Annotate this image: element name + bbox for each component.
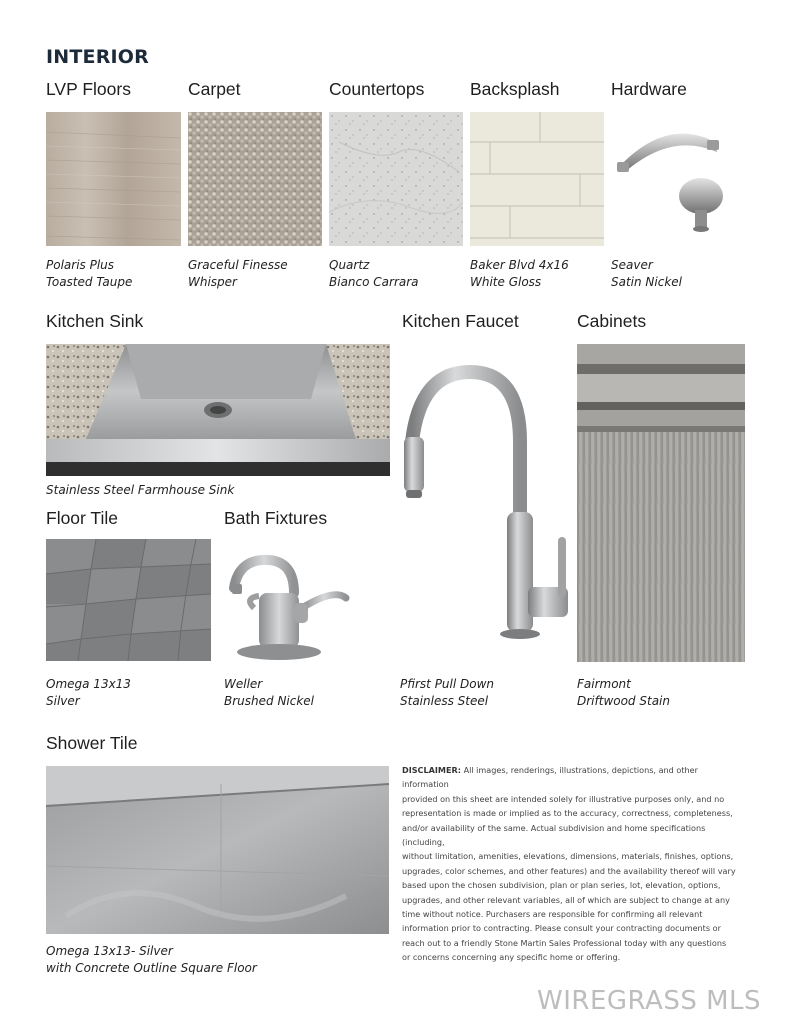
countertops-caption: Quartz Bianco Carrara bbox=[329, 258, 419, 289]
disclaimer-line: DISCLAIMER: All images, renderings, illustrations, depictions, and other information bbox=[402, 765, 698, 790]
disclaimer-line: reach out to a friendly Stone Martin Sales Professional today with any questions bbox=[402, 937, 727, 948]
bath-fixtures-caption: Weller Brushed Nickel bbox=[224, 677, 315, 708]
hardware-caption: Seaver Satin Nickel bbox=[611, 258, 683, 289]
countertops-swatch bbox=[329, 112, 463, 246]
carpet-caption: Graceful Finesse Whisper bbox=[188, 258, 288, 289]
carpet-swatch bbox=[188, 112, 322, 246]
backsplash-label: Backsplash bbox=[470, 79, 560, 99]
hardware-knob-icon bbox=[679, 178, 723, 232]
floor-tile-swatch bbox=[46, 539, 211, 661]
backsplash-caption: Baker Blvd 4x16 White Gloss bbox=[470, 258, 569, 289]
disclaimer-heading: DISCLAIMER: bbox=[402, 765, 461, 775]
lvp-floors-swatch bbox=[46, 112, 181, 246]
disclaimer-line: upgrades, color schemes, and other features) and the availability thereof will vary bbox=[402, 865, 736, 876]
kitchen-sink-label: Kitchen Sink bbox=[46, 311, 144, 331]
page-title: INTERIOR bbox=[46, 46, 149, 68]
hardware-pull-icon bbox=[617, 134, 719, 172]
cabinet-image bbox=[577, 344, 745, 662]
lvp-floors-label: LVP Floors bbox=[46, 79, 131, 99]
countertops-label: Countertops bbox=[329, 79, 425, 99]
hardware-swatch bbox=[611, 112, 745, 246]
shower-tile-swatch bbox=[46, 766, 389, 934]
bath-fixtures-label: Bath Fixtures bbox=[224, 508, 328, 528]
shower-tile-label: Shower Tile bbox=[46, 733, 138, 753]
disclaimer-line: information prior to contracting. Please consult your contracting documents or bbox=[402, 923, 721, 934]
faucet-image bbox=[400, 352, 572, 642]
kitchen-sink-caption: Stainless Steel Farmhouse Sink bbox=[46, 483, 235, 497]
kitchen-faucet-label: Kitchen Faucet bbox=[402, 311, 519, 331]
backsplash-swatch bbox=[470, 112, 604, 246]
sink-image bbox=[46, 344, 390, 476]
carpet-label: Carpet bbox=[188, 79, 241, 99]
disclaimer-line: without limitation, amenities, elevations, dimensions, materials, finishes, options, bbox=[402, 851, 734, 862]
kitchen-faucet-caption: Pfirst Pull Down Stainless Steel bbox=[400, 677, 495, 708]
disclaimer-line: based upon the chosen subdivision, plan or plan series, lot, elevation, options, bbox=[402, 880, 721, 891]
floor-tile-caption: Omega 13x13 Silver bbox=[46, 677, 131, 708]
disclaimer-line: provided on this sheet are intended solely for illustrative purposes only, and no bbox=[402, 793, 725, 804]
watermark: WIREGRASS MLS bbox=[537, 986, 762, 1016]
hardware-label: Hardware bbox=[611, 79, 687, 99]
cabinets-caption: Fairmont Driftwood Stain bbox=[577, 677, 670, 708]
disclaimer-line: or concerns concerning any specific home or offering. bbox=[402, 952, 621, 963]
disclaimer-line: time without notice. Purchasers are responsible for confirming all relevant bbox=[402, 909, 703, 920]
disclaimer-line: and/or availability of the same. Actual subdivision and home specifications (including, bbox=[402, 822, 706, 848]
disclaimer-line: representation is made or implied as to the accuracy, correctness, completeness, bbox=[402, 808, 733, 819]
lvp-floors-caption: Polaris Plus Toasted Taupe bbox=[46, 258, 133, 289]
floor-tile-label: Floor Tile bbox=[46, 508, 118, 528]
bath-faucet-image bbox=[224, 548, 354, 664]
cabinets-label: Cabinets bbox=[577, 311, 647, 331]
disclaimer-line: upgrades, and other relevant variables, all of which are subject to change at any bbox=[402, 894, 730, 905]
shower-tile-caption: Omega 13x13- Silver with Concrete Outline Square Floor bbox=[46, 944, 257, 975]
disclaimer bbox=[402, 763, 747, 965]
